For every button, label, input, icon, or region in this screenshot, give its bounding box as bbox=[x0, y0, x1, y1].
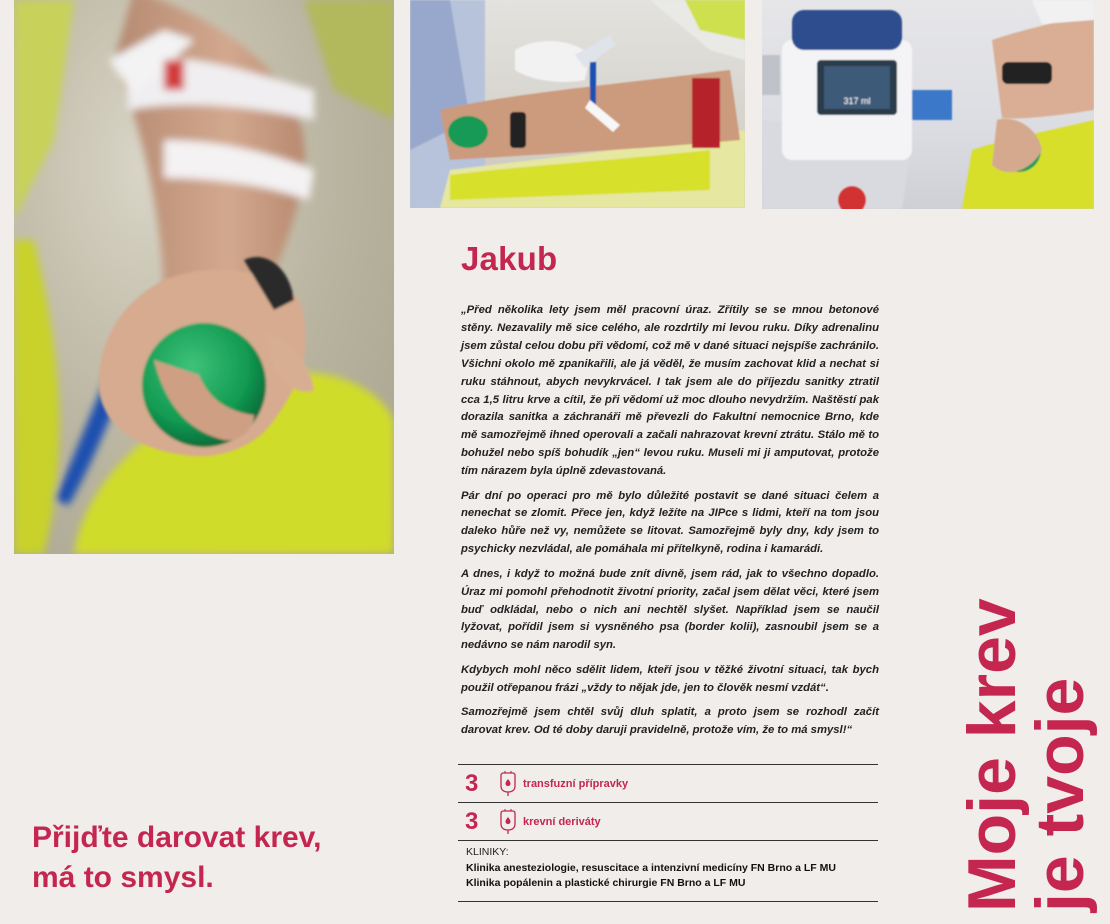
vertical-title-line: je tvoje bbox=[1022, 677, 1098, 912]
stat-count: 3 bbox=[465, 769, 479, 797]
clinic-item: Klinika anesteziologie, resuscitace a intenzivní medicíny FN Brno a LF MU bbox=[466, 862, 836, 874]
slogan-line: má to smysl. bbox=[32, 861, 214, 894]
article-paragraph: A dnes, i když to možná bude znít divně, jsem rád, jak to všechno dopadlo. Úraz mi pomohl přehodnotit životní priority, začal jsem dělat věci, které jsem buď odkládal, nebo o nich ani nechtěl slyšet. Například jsem se naučil lyžovat, pořídil jsem si vysněného psa (border kolii), zasnoubil jsem se a nedávno se nám narodil syn. bbox=[461, 567, 879, 652]
slogan bbox=[32, 818, 321, 898]
blood-donation-hand-photo bbox=[14, 0, 394, 554]
apheresis-machine-photo bbox=[762, 0, 1094, 209]
photo-nurse-preparing-donation bbox=[410, 0, 745, 208]
photo-hand-squeezing-ball bbox=[14, 0, 394, 554]
article-paragraph: Kdybych mohl něco sdělit lidem, kteří jsou v těžké životní situaci, tak bych použil otřepanou frázi „vždy to nějak jde, jen to člověk nesmí vzdát“. bbox=[461, 663, 879, 694]
donation-stats bbox=[458, 764, 878, 902]
nurse-donor-arm-photo bbox=[410, 0, 745, 208]
article-paragraph: Samozřejmě jsem chtěl svůj dluh splatit, a proto jsem se rozhodl začít darovat krev. Od té doby daruji pravidelně, protože vím, že to má smysl!“ bbox=[461, 706, 879, 736]
stat-label: krevní deriváty bbox=[523, 815, 601, 828]
article-paragraph: Pár dní po operaci pro mě bylo důležité postavit se dané situaci čelem a nenechat se zlomit. Přece jen, když ležíte na JIPce s lidmi, kteří na tom jsou daleko hůře než vy, nemůžete se litovat. Samozřejmě byly dny, kdy jsem to psychicky nezvládal, ale pomáhala mi přítelkyně, rodina i kamarádi. bbox=[461, 489, 879, 556]
vertical-title bbox=[954, 592, 1098, 912]
blood-bag-icon bbox=[497, 771, 519, 797]
photo-apheresis-machine bbox=[762, 0, 1094, 209]
stat-count: 3 bbox=[465, 807, 479, 835]
slogan-line: Přijďte darovat krev, bbox=[32, 821, 322, 854]
article-body bbox=[461, 302, 879, 746]
stat-row-transfusion bbox=[458, 764, 878, 802]
stat-row-derivatives bbox=[458, 802, 878, 840]
blood-bag-icon bbox=[497, 809, 519, 835]
clinic-item: Klinika popálenin a plastické chirurgie FN Brno a LF MU bbox=[466, 877, 746, 889]
article-paragraph: „Před několika lety jsem měl pracovní úraz. Zřítily se se mnou betonové stěny. Nezavalily mě sice celého, ale rozdrtily mi levou ruku. Díky adrenalinu jsem zůstal celou dobu při vědomí, což mě v dané situaci nejspíše zachránilo. Všichni okolo mě zpanikařili, ale já věděl, že musím zachovat klid a nechat si ruku stáhnout, abych nevykrvácel. I tak jsem ale do příjezdu sanitky ztratil cca 1,5 litru krve a cítil, že při vědomí už moc dlouho nevydržím. Naštěstí pak dorazila sanitka a záchranáři mě převezli do Fakultní nemocnice Brno, kde mě samozřejmě ihned operovali a začali nahrazovat krevní ztrátu. Stálo mě to bohužel nebo spíš bohudík „jen“ levou ruku. Museli mi ji amputovat, protože tím nárazem byla úplně zdevastovaná. bbox=[461, 304, 879, 478]
clinics-box bbox=[458, 840, 878, 902]
stat-label: transfuzní přípravky bbox=[523, 777, 629, 790]
clinics-heading: KLINIKY: bbox=[466, 846, 509, 858]
article-title: Jakub bbox=[461, 240, 558, 277]
vertical-title-line: Moje krev bbox=[954, 598, 1030, 912]
machine-screen-value: 317 ml bbox=[843, 96, 871, 106]
